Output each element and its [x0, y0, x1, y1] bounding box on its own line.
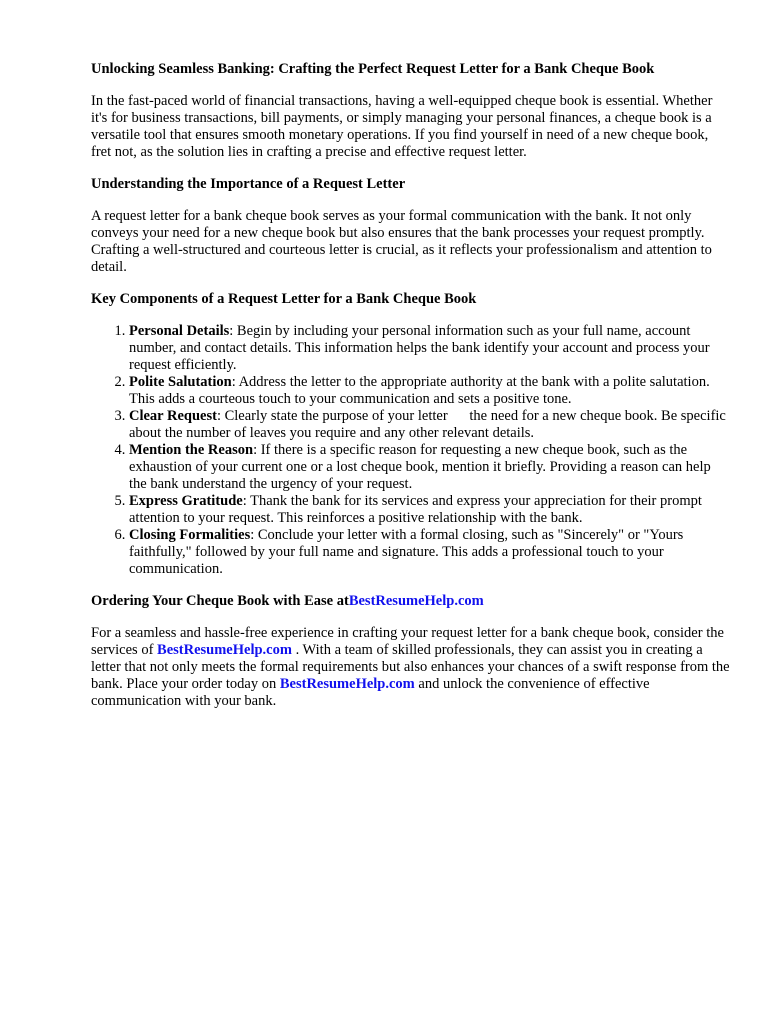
list-item-text: : Thank the bank for its services and express your appreciation for their prompt attention to your request. This reinforces a positive relationship with the bank. [129, 493, 702, 526]
list-item-text: : Clearly state the purpose of your letter the need for a new cheque book. Be specific about the number of leaves you require and any other relevant details. [129, 408, 726, 441]
list-item [129, 374, 731, 408]
list-item-term: Clear Request [129, 408, 217, 424]
list-item-term: Polite Salutation [129, 374, 232, 390]
list-item-text: : Conclude your letter with a formal closing, such as "Sincerely" or "Yours faithfully," followed by your full name and signature. This adds a professional touch to your communication. [129, 527, 684, 577]
list-item [129, 493, 731, 527]
ordering-text-part1: For a seamless and hassle-free experience in crafting your request letter for a bank cheque book, consider the services of [91, 625, 724, 658]
bestresumehelp-heading-link[interactable]: BestResumeHelp.com [348, 593, 484, 609]
list-item [129, 442, 731, 493]
list-item-text: : Begin by including your personal information such as your full name, account number, and contact details. This information helps the bank identify your account and process your request efficiently. [129, 323, 710, 373]
section-heading-importance: Understanding the Importance of a Request Letter [91, 176, 406, 192]
importance-paragraph: A request letter for a bank cheque book serves as your formal communication with the bank. It not only conveys your need for a new cheque book but also ensures that the bank processes your request promptly. Crafting a well-structured and courteous letter is crucial, as it reflects your professionalism and attention to detail. [91, 208, 712, 275]
document-page [91, 61, 731, 710]
components-list [91, 323, 731, 578]
list-item-term: Closing Formalities [129, 527, 251, 543]
list-item-text: : If there is a specific reason for requesting a new cheque book, such as the exhaustion of your current one or a lost cheque book, mention it briefly. Providing a reason can help the bank understand the urgency of your request. [129, 442, 711, 492]
section-heading-components: Key Components of a Request Letter for a Bank Cheque Book [91, 291, 477, 307]
ordering-paragraph [91, 625, 731, 710]
list-item [129, 527, 731, 578]
list-item [129, 408, 731, 442]
document-title: Unlocking Seamless Banking: Crafting the Perfect Request Letter for a Bank Cheque Book [91, 61, 655, 77]
section-heading-ordering [91, 593, 731, 610]
intro-paragraph: In the fast-paced world of financial transactions, having a well-equipped cheque book is essential. Whether it's for business transactions, bill payments, or simply managing your personal finances, a cheque book is a versatile tool that ensures smooth monetary operations. If you find yourself in need of a new cheque book, fret not, as the solution lies in crafting a precise and effective request letter. [91, 93, 713, 160]
list-item-term: Mention the Reason [129, 442, 254, 458]
bestresumehelp-link-1[interactable]: BestResumeHelp.com [157, 642, 292, 658]
ordering-text-part3: and unlock the convenience of effective communication with your bank. [91, 676, 650, 709]
list-item-text: : Address the letter to the appropriate authority at the bank with a polite salutation. This adds a courteous touch to your communication and sets a positive tone. [129, 374, 710, 407]
ordering-text-part2: . With a team of skilled professionals, they can assist you in creating a letter that not only meets the formal requirements but also enhances your chances of a swift response from the bank. Place your order today on [91, 642, 730, 692]
ordering-heading-text: Ordering Your Cheque Book with Ease at [91, 593, 349, 609]
list-item-term: Express Gratitude [129, 493, 243, 509]
bestresumehelp-link-2[interactable]: BestResumeHelp.com [279, 676, 415, 692]
list-item-term: Personal Details [129, 323, 230, 339]
list-item [129, 323, 731, 374]
